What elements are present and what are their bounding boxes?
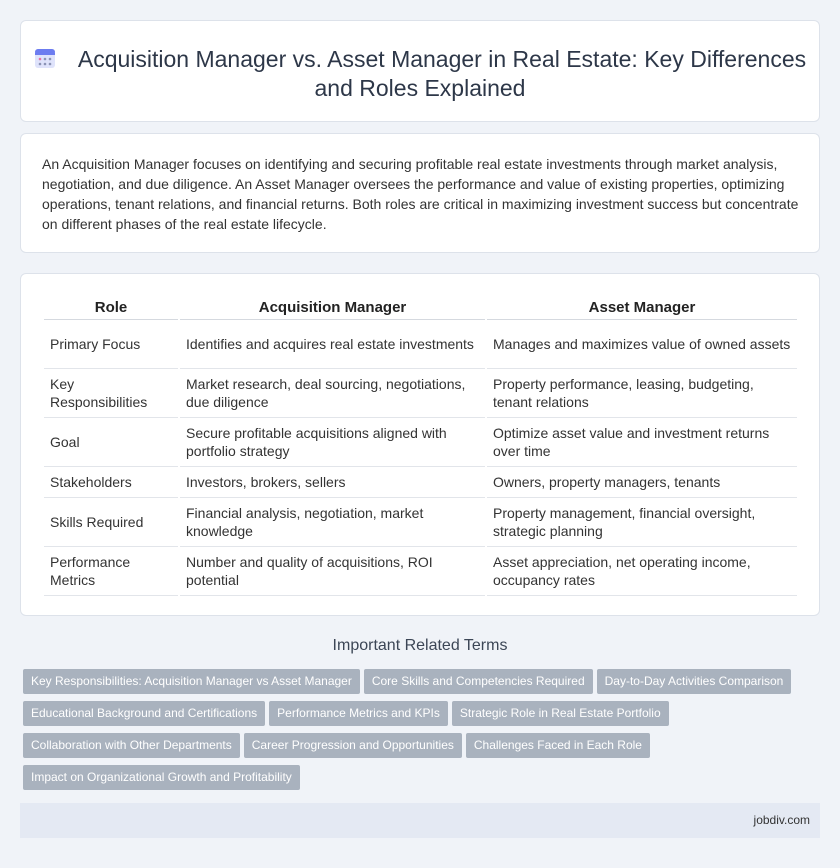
related-term-tag[interactable]: Day-to-Day Activities Comparison [597,669,792,694]
table-row [44,369,797,418]
acquisition-cell: Market research, deal sourcing, negotiations, due diligence [180,369,485,418]
footer-site-link[interactable]: jobdiv.com [753,813,810,827]
header-role: Role [44,296,178,320]
table-header-row [44,296,797,320]
acquisition-cell: Identifies and acquires real estate investments [180,320,485,369]
table-row [44,498,797,547]
related-term-tag[interactable]: Career Progression and Opportunities [244,733,462,758]
related-term-tag[interactable]: Impact on Organizational Growth and Profitability [23,765,300,790]
title-card [20,20,820,122]
asset-cell: Owners, property managers, tenants [487,467,797,498]
header-asset-manager: Asset Manager [487,296,797,320]
row-label: Key Responsibilities [44,369,178,418]
related-term-tag[interactable]: Educational Background and Certifications [23,701,265,726]
page-title: Acquisition Manager vs. Asset Manager in Real Estate: Key Differences and Roles Explained [77,46,807,101]
table-row [44,320,797,369]
row-label: Primary Focus [44,320,178,369]
table-row [44,547,797,596]
asset-cell: Optimize asset value and investment returns over time [487,418,797,467]
acquisition-cell: Financial analysis, negotiation, market knowledge [180,498,485,547]
acquisition-cell: Investors, brokers, sellers [180,467,485,498]
comparison-card [20,273,820,616]
page-title-wrap [21,45,819,103]
intro-card [20,133,820,253]
related-term-tag[interactable]: Challenges Faced in Each Role [466,733,650,758]
related-terms-heading: Important Related Terms [332,637,508,654]
related-term-tag[interactable]: Strategic Role in Real Estate Portfolio [452,701,669,726]
asset-cell: Property performance, leasing, budgeting, tenant relations [487,369,797,418]
row-label: Goal [44,418,178,467]
table-row [44,467,797,498]
related-term-tag[interactable]: Collaboration with Other Departments [23,733,240,758]
row-label: Performance Metrics [44,547,178,596]
calendar-icon [34,47,56,69]
row-label: Skills Required [44,498,178,547]
acquisition-cell: Number and quality of acquisitions, ROI potential [180,547,485,596]
asset-cell: Asset appreciation, net operating income, occupancy rates [487,547,797,596]
row-label: Stakeholders [44,467,178,498]
asset-cell: Property management, financial oversight, strategic planning [487,498,797,547]
related-terms-list [23,669,803,797]
asset-cell: Manages and maximizes value of owned assets [487,320,797,369]
table-row [44,418,797,467]
related-term-tag[interactable]: Key Responsibilities: Acquisition Manager vs Asset Manager [23,669,360,694]
footer [20,803,820,838]
comparison-table [42,296,799,596]
acquisition-cell: Secure profitable acquisitions aligned with portfolio strategy [180,418,485,467]
related-term-tag[interactable]: Performance Metrics and KPIs [269,701,448,726]
header-acquisition-manager: Acquisition Manager [180,296,485,320]
intro-paragraph: An Acquisition Manager focuses on identifying and securing profitable real estate investments through market analysis, negotiation, and due diligence. An Asset Manager oversees the performance and value of existing properties, optimizing operations, tenant relations, and financial returns. Both roles are critical in maximizing investment success but concentrate on different phases of the real estate lifecycle. [42,156,799,232]
related-term-tag[interactable]: Core Skills and Competencies Required [364,669,593,694]
